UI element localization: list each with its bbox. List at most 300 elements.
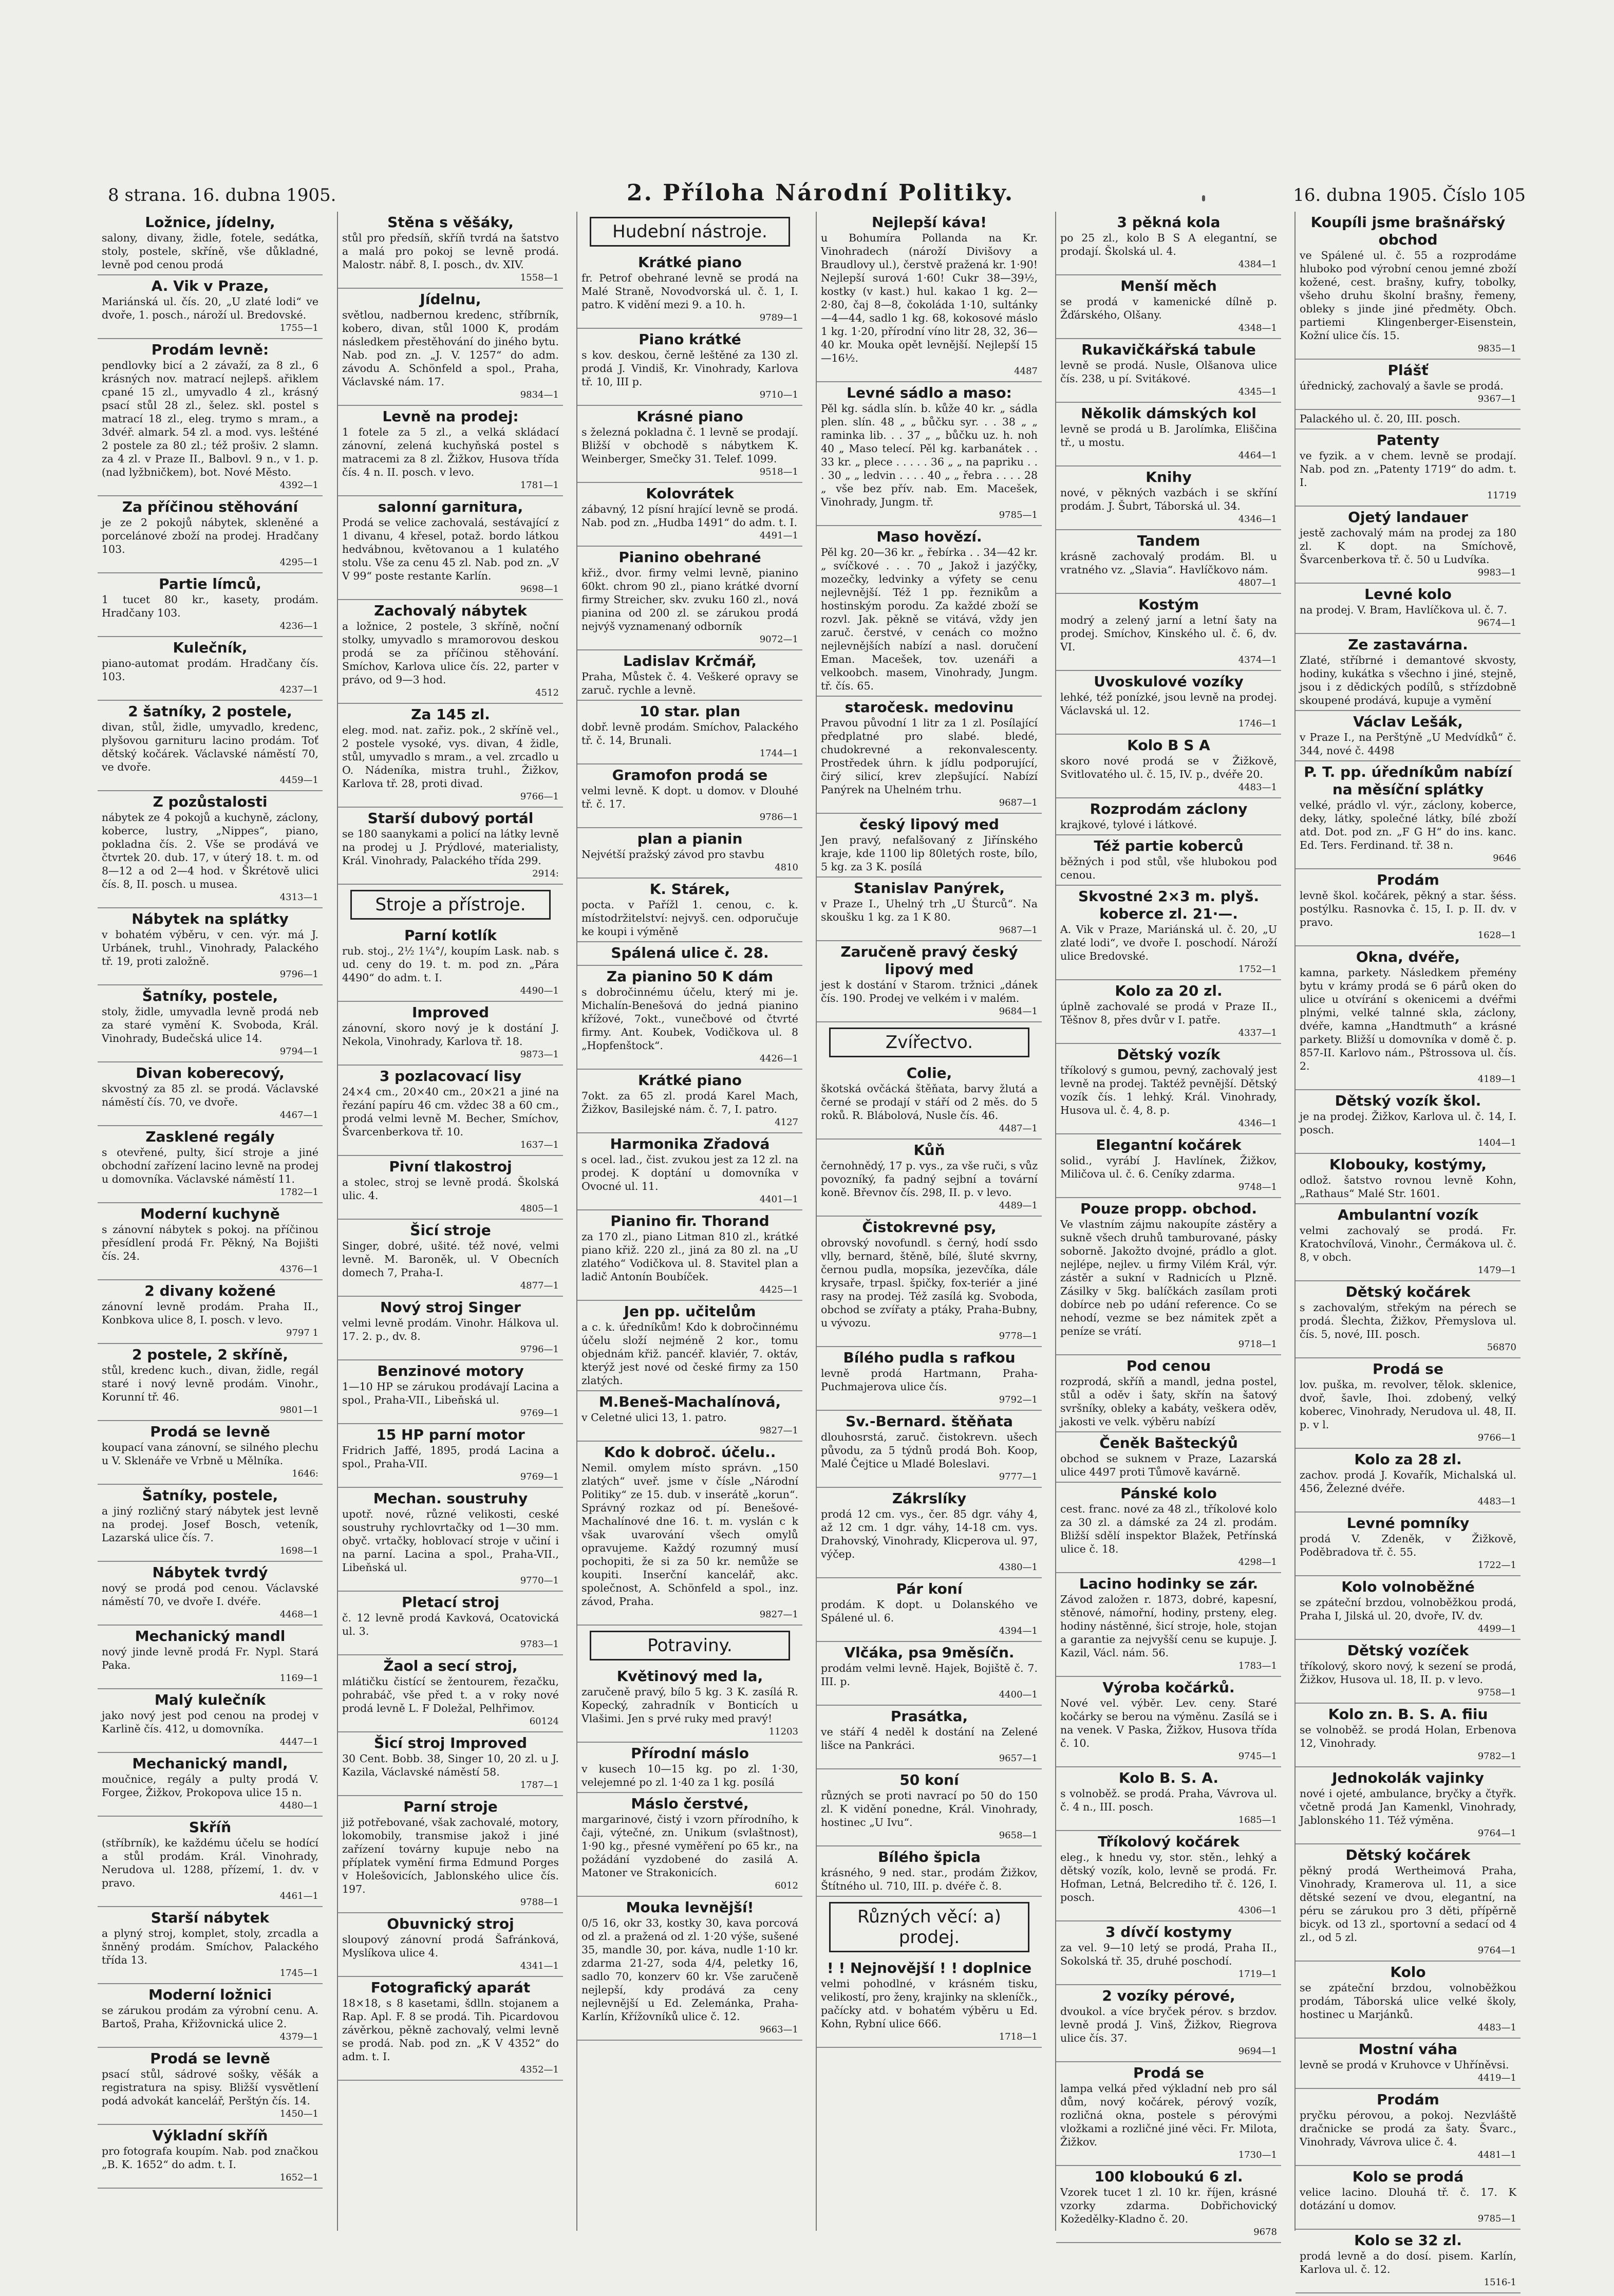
ad-title: Ložnice, jídelny,: [145, 214, 275, 231]
ad-number: 4189—1: [1477, 1074, 1516, 1085]
ad-body: za vel. 9—10 letý se prodá, Praha II., Sokolská tř. 35, druhé poschodí.: [1060, 1942, 1277, 1967]
ad-title: Několik dámských kol: [1081, 405, 1256, 422]
ad-number: 1698—1: [279, 1545, 318, 1556]
ad-number: 4295—1: [279, 557, 318, 568]
section-heading: Potraviny.: [590, 1631, 790, 1660]
ad-title: Tříkolový kočárek: [1098, 1833, 1240, 1850]
classified-ad: [98, 212, 323, 275]
ad-body: levně se prodá u B. Jarolímka, Eliščina tř., u mostu.: [1060, 423, 1277, 449]
ad-body: u Bohumíra Pollanda na Kr. Vinohradech (nároží Divišovy a Braudlovy ul.), čerstvě pražená kr. 1·90! Nejlepší surová 1·60! Cukr 38—39½, kostky (v kast.) hul. kakao 1 kg. 2—2·80, čaj 8—8, čokoláda 1·10, sultánky —4—44, sadlo 1 kg. 68, kokosové máslo 1 kg. 1·20, přírodní víno litr 28, 32, 36—40 kr. Mouka opět levnější. Nejlepší 15—16½.: [821, 232, 1038, 364]
ad-body: nový se prodá pod cenou. Václavské náměstí 70, ve dvoře I. dvéře.: [102, 1582, 318, 1608]
ad-title: Bílého pudla s rafkou: [843, 1349, 1016, 1366]
ad-title: Za příčinou stěhování: [122, 498, 298, 515]
ad-body: stoly, židle, umyvadla levně prodá neb za staré vymění K. Svoboda, Král. Vinohrady, Budečská ulice 14.: [102, 1005, 318, 1044]
ad-body: nové i ojeté, ambulance, bryčky a čtyřk. včetně prodá Jan Kamenkl, Vinohrady, Jablonského 11. Též výměna.: [1300, 1787, 1516, 1826]
ad-body: běžných i pod stůl, vše hlubokou pod cenou.: [1060, 855, 1277, 881]
classified-ad: [817, 526, 1042, 697]
ad-number: 4298—1: [1238, 1557, 1277, 1567]
ad-title: Výkladní skříň: [152, 2127, 268, 2144]
ad-number: 1755—1: [279, 323, 318, 333]
ad-title: Kdo k dobroč. účelu..: [604, 1444, 776, 1461]
header-title: 2. Příloha Národní Politiky.: [627, 180, 1015, 206]
ad-title: plan a pianin: [637, 830, 743, 847]
ad-body: za 170 zl., piano Litman 810 zl., krátké piano křiž. 220 zl., jiná za 80 zl. na „U zlatého“ Vodičkova ul. 8. Stavitel plan a ladič Antonín Boubíček.: [581, 1230, 798, 1283]
ad-title: Elegantní kočárek: [1096, 1136, 1242, 1153]
classified-ad: [338, 1488, 563, 1592]
classified-ad: [1056, 835, 1281, 886]
section-heading: Zvířectvo.: [829, 1028, 1029, 1057]
ad-body: se volnoběž. se prodá Holan, Erbenova 12, Vinohrady.: [1300, 1724, 1516, 1749]
ad-number: 9777—1: [999, 1471, 1038, 1482]
ad-title: Kulečník,: [173, 639, 248, 656]
classified-ad: [1296, 584, 1521, 634]
classified-ad: [1296, 1358, 1521, 1449]
ad-body: ve stáří 4 neděl k dostání na Zelené lišce na Pankráci.: [821, 1726, 1038, 1751]
ad-body: Nejvétší pražský závod pro stavbu: [581, 848, 765, 861]
ad-title: Plášť: [1387, 362, 1429, 379]
classified-ad: [1296, 1204, 1521, 1281]
ad-body: a jiný rozličný starý nábytek jest levně na prodej. Josef Bosch, veteník, Lazarská ulice čís. 7.: [102, 1505, 318, 1544]
ad-title: Nejlepší káva!: [871, 214, 987, 231]
ad-title: P. T. pp. úředníkům nabízí na měsíční splátky: [1304, 763, 1512, 798]
ad-number: 4379—1: [279, 2031, 318, 2042]
ad-body: černohnědý, 17 p. vys., za vše ruči, s vůz povozníký, fa padný sejbní a tovární koně. Břevnov čís. 298, II. p. v levo.: [821, 1160, 1038, 1199]
classified-ad: [1056, 980, 1281, 1044]
ad-body: Praha, Můstek č. 4. Veškeré opravy se zaruč. rychle a levně.: [581, 670, 798, 696]
ad-number: 9764—1: [1477, 1828, 1516, 1839]
ad-number: 9758—1: [1477, 1687, 1516, 1698]
classified-ad: [577, 1793, 802, 1897]
classified-ad: [577, 1391, 802, 1442]
classified-ad: [1056, 1831, 1281, 1921]
ad-title: Mouka levnější!: [626, 1899, 754, 1916]
ad-body: křiž., dvor. firmy velmi levně, pianino 60kt. chrom 90 zl., piano krátké dvorní firmy Streicher, skv. zvuku 160 zl., nová pianina od 200 zl. se zárukou prodá nejvýš vyznamenaný odborník: [581, 567, 798, 632]
ad-number: 4384—1: [1238, 259, 1277, 270]
ad-title: 3 dívčí kostymy: [1105, 1924, 1232, 1940]
ad-title: Rukavičkářská tabule: [1081, 341, 1256, 358]
classified-ad: [338, 1732, 563, 1796]
ad-title: Patenty: [1376, 432, 1440, 449]
ad-title: 2 vozíky pérové,: [1102, 1987, 1235, 2004]
ad-number: 4489—1: [999, 1200, 1038, 1211]
ad-body: levně škol. kočárek, pěkný a star. šéss. postýlku. Rasnovka č. 15, I. p. II. dv. v pravo.: [1300, 889, 1516, 928]
ad-title: Kostým: [1138, 596, 1199, 613]
ad-body: velmi zachovalý se prodá. Fr. Kratochvílová, Vinohr., Čermákova ul. č. 8, v obch.: [1300, 1224, 1516, 1263]
ad-number: 1719—1: [1238, 1969, 1277, 1980]
ad-number: 9796—1: [279, 969, 318, 980]
ad-number: 4380—1: [999, 1562, 1038, 1573]
ad-number: 9769—1: [520, 1471, 559, 1482]
ad-number: 2914:: [532, 868, 559, 879]
ad-title: Zákrslíky: [892, 1490, 967, 1507]
ad-title: Krásné piano: [636, 408, 743, 425]
ad-body: zánovní levně prodám. Praha II., Konbkova ulice 8, I. posch. v levo.: [102, 1300, 318, 1326]
ad-number: 9788—1: [520, 1897, 559, 1908]
ad-number: 1782—1: [279, 1187, 318, 1198]
ad-body: se 180 saanykami a policí na látky levně na prodej u J. Prýdlové, materialisty, Král. Vinohrady, Palackého třída 299.: [342, 828, 559, 867]
classified-ad: [577, 329, 802, 406]
classified-ad: [817, 878, 1042, 941]
ad-title: Pianino obehrané: [618, 549, 761, 566]
ad-body: světlou, nadbernou kredenc, stříbrník, kobero, divan, stůl 1000 K, prodám následkem přestěhování do jiného bytu. Nab. pod zn. „J. V. 1257“ do adm. závodu A. Schönfeld a spol., Praha, Václavské nám. 17.: [342, 309, 559, 388]
ad-title: Dětský vozíček: [1347, 1642, 1469, 1659]
ad-body: ve fyzik. a v chem. levně se prodají. Nab. pod zn. „Patenty 1719“ do adm. t. I.: [1300, 450, 1516, 489]
ad-number: 9718—1: [1238, 1339, 1277, 1350]
ad-number: 9770—1: [520, 1575, 559, 1586]
classified-ad: [1056, 1573, 1281, 1677]
ad-body: Prodá se velice zachovalá, sestávající z 1 divanu, 4 křesel, potaž. bordo látkou hedvábnou, květovanou a 1 kulatého stolu. Vše za cenu 45 zl. Nab. pod zn. „V V 99“ poste restante Karlín.: [342, 516, 559, 582]
classified-ad: [817, 1217, 1042, 1347]
classified-ad: [1296, 212, 1521, 360]
classified-ad: [817, 1846, 1042, 1897]
ad-title: Mostní váha: [1358, 2041, 1458, 2058]
ad-title: Kolo za 20 zl.: [1115, 982, 1223, 999]
ad-body: 1—10 HP se zárukou prodávají Lacina a spol., Praha-VII., Libeňská ul.: [342, 1380, 559, 1406]
ad-title: Maso hovězí.: [876, 528, 982, 545]
ad-body: lehké, též ponízké, jsou levně na prodej. Václavská ul. 12.: [1060, 691, 1277, 717]
classified-ad: [1056, 735, 1281, 798]
ad-title: Pánské kolo: [1120, 1485, 1217, 1502]
classified-ad: [98, 1485, 323, 1562]
ad-body: stůl pro předsíň, skříň tvrdá na šatstvo a malá pro pokoj se levně prodá. Malostr. nábř. 8, I. posch., dv. XIV.: [342, 232, 559, 271]
ad-title: 3 pěkná kola: [1117, 214, 1221, 231]
classified-ad: [1296, 507, 1521, 584]
ad-title: Prodá se levně: [150, 1423, 270, 1440]
classified-ad: [1056, 466, 1281, 530]
ad-title: Knihy: [1146, 469, 1192, 486]
ad-number: 9072—1: [759, 634, 798, 645]
classified-ad: [98, 1203, 323, 1280]
ad-title: Ambulantní vozík: [1338, 1206, 1478, 1223]
ad-number: 4426—1: [759, 1053, 798, 1064]
ad-body: pryčku pérovou, a pokoj. Nezvláště dračnicke se prodá za šaty. Švarc., Vinohrady, Vávrova ulice č. 4.: [1300, 2109, 1516, 2148]
classified-ad: [98, 496, 323, 573]
ad-title: Levně na prodej:: [382, 408, 519, 425]
ad-number: 9778—1: [999, 1331, 1038, 1341]
ad-body: Nové vel. výběr. Lev. ceny. Staré kočárky se berou na výměnu. Zasílá se i na venek. V Paska, Žižkov, Husova třída č. 10.: [1060, 1697, 1277, 1749]
classified-ad: [98, 1562, 323, 1626]
classified-ad: [817, 941, 1042, 1022]
ad-body: obrovský novofundl. s černý, hodí ssdo vlly, bernard, štěně, bílé, šluté skvrny, černou pudla, mopsíka, jezevčíka, dále krysaře, trpasl. špičky, fox-teriér a jiné rasy na prodej. Též zasílá kg. Svoboda, obchod se zvířaty a ptáky, Praha-Bubny, u vývozu.: [821, 1237, 1038, 1329]
ad-body: s zachovalým, střekým na pérech se prodá. Šlechta, Žižkov, Přemyslova ul. čís. 5, nové, III. posch.: [1300, 1301, 1516, 1340]
ad-number: 11719: [1487, 490, 1516, 501]
ad-title: Pouze propp. obchod.: [1080, 1200, 1257, 1217]
ad-body: eleg. mod. nat. zařiz. pok., 2 skříně vel., 2 postele vysoké, vys. divan, 4 židle, stůl, umyvadlo s mram., a vel. zrcadlo u O. Nádeníka, mistra truhl., Žižkov, Karlova tř. 28, proti divad.: [342, 724, 559, 790]
ad-body: lov. puška, m. revolver, tělok. sklenice, dvoř, šavle, Ihoi. zdobený, velký koberec, Vinohrady, Nerudova ul. 48, II. p. v l.: [1300, 1378, 1516, 1431]
ad-number: 1404—1: [1477, 1137, 1516, 1148]
ad-number: 4461—1: [279, 1891, 318, 1901]
classified-ad: [98, 1626, 323, 1689]
classified-ad: [338, 406, 563, 496]
ad-title: Benzinové motory: [377, 1362, 524, 1379]
ad-body: po 25 zl., kolo B S A elegantní, se prodají. Školská ul. 4.: [1060, 232, 1277, 257]
ad-number: 9694—1: [1238, 2046, 1277, 2057]
ad-body: 18×18, s 8 kasetami, šdlln. stojanem a Rap. Apl. F. 8 se prodá. Tih. Picardovou závěrkou, pěkně zachovalý, velmi levně se prodá. Nab. pod zn. „K V 4352“ do adm. t. I.: [342, 1997, 559, 2063]
ad-body: Pěl kg. sádla slín. b. kůže 40 kr. „ sádla plen. slín. 48 „ „ bůčku syr. . . 38 „ „ raminka lib. . . 37 „ „ bůčku uz. h. noh 40 „ Maso telecí. Pěl kg. karbanátek . . 33 kr. „ plece . . . . . 36 „ „ na papriku . . . 30 „ „ ledvin . . . . 40 „ „ řebra . . . . 28 „ vše bez přív. nab. Em. Macešek, Vinohrady, Jungm. tř.: [821, 402, 1038, 508]
ad-body: levně se prodá. Nusle, Olšanova ulice čís. 238, u pí. Svitákové.: [1060, 359, 1277, 385]
classified-ad: [577, 547, 802, 650]
ad-number: 4467—1: [279, 1110, 318, 1121]
classified-ad: [98, 1344, 323, 1421]
ad-title: Prasátka,: [890, 1708, 968, 1725]
ad-number: 4401—1: [759, 1194, 798, 1205]
ad-number: 4345—1: [1238, 386, 1277, 397]
ad-title: Kolo volnoběžné: [1341, 1578, 1475, 1595]
ad-title: Pod cenou: [1126, 1357, 1211, 1374]
ad-title: Skvostné 2×3 m. plyš. koberce zl. 21·—.: [1078, 888, 1259, 922]
ad-number: 4348—1: [1238, 323, 1277, 333]
classified-ad: [98, 985, 323, 1062]
classified-ad: [338, 496, 563, 600]
ad-title: Okna, dvéře,: [1356, 948, 1460, 965]
ad-body: se zárukou prodám za výrobní cenu. A. Bartoš, Praha, Křižovnická ulice 2.: [102, 2004, 318, 2030]
classified-ad: [577, 1442, 802, 1626]
ad-title: Nábytek na splátky: [132, 910, 289, 927]
ad-title: A. Vik v Praze,: [151, 277, 269, 294]
ad-body: 30 Cent. Bobb. 38, Singer 10, 20 zl. u J. Kazila, Václavské náměstí 58.: [342, 1752, 559, 1778]
classified-ad: [1056, 1044, 1281, 1134]
ad-title: Levné kolo: [1364, 586, 1452, 603]
ad-title: 15 HP parní motor: [376, 1426, 525, 1443]
ad-number: 1516-1: [1484, 2277, 1516, 2288]
ad-body: cest. franc. nové za 48 zl., tříkolové kolo za 30 zl. a dámské za 24 zl. prodám. Bližší sdělí inspektor Blažek, Petřínská ulice č. 18.: [1060, 1503, 1277, 1555]
ad-number: 4491—1: [759, 530, 798, 541]
classified-ad: [338, 1297, 563, 1360]
ad-number: 1637—1: [520, 1140, 559, 1150]
ad-number: 9873—1: [520, 1049, 559, 1060]
ad-title: Obuvnický stroj: [387, 1915, 514, 1932]
ad-title: Přírodní máslo: [631, 1745, 749, 1762]
ad-title: Piano krátké: [639, 331, 741, 348]
ad-number: 60124: [529, 1716, 559, 1727]
classified-ad: [1056, 1432, 1281, 1483]
ad-body: A. Vik v Praze, Mariánská ul. č. 20, „U zlaté lodi“, ve dvoře I. poschodí. Nároží ulice Bredovské.: [1060, 923, 1277, 962]
ad-number: 9748—1: [1238, 1182, 1277, 1192]
classified-ad: [1056, 403, 1281, 466]
ad-body: Palackého ul. č. 20, III. posch.: [1300, 413, 1460, 425]
ad-body: Jen pravý, nefalšovaný z Jiřínského kraje, kde 1100 lip 80letých roste, bílo, 5 kg. za 3 K. posílá: [821, 834, 1038, 873]
ad-number: 4512: [535, 687, 559, 698]
column-2: [337, 212, 563, 2231]
classified-ad: [1056, 1921, 1281, 1985]
ad-number: 1652—1: [279, 2172, 318, 2183]
classified-ad: [98, 1907, 323, 1984]
ink-speck: [1202, 195, 1205, 201]
ad-number: 9783—1: [520, 1639, 559, 1650]
ad-title: Jídelnu,: [420, 291, 481, 308]
ad-body: velmi pohodlné, v krásném tisku, velikostí, pro ženy, krajinky na skleníčk., pačícky atd. v bohatém výběru u Ed. Kohn, Rybní ulice 666.: [821, 1977, 1038, 2030]
ad-body: Mariánská ul. čís. 20, „U zlaté lodi“ ve dvoře, 1. posch., nároží ul. Bredovské.: [102, 295, 318, 321]
ad-number: 1479—1: [1477, 1265, 1516, 1276]
classified-ad: [1056, 594, 1281, 671]
ad-body: solid., vyrábí J. Havlínek, Žižkov, Miličova ul. č. 6. Ceníky zdarma.: [1060, 1154, 1277, 1180]
ad-body: jestě zachovalý mám na prodej za 180 zl. K dopt. na Smíchově, Švarcenberkova tř. č. 50 u Ludvíka.: [1300, 527, 1516, 566]
ad-number: 4464—1: [1238, 450, 1277, 461]
ad-number: 4127: [775, 1117, 798, 1128]
ad-number: 4376—1: [279, 1264, 318, 1275]
ad-number: 4346—1: [1238, 1118, 1277, 1129]
classified-ad: [1056, 671, 1281, 735]
page-header: [108, 175, 1526, 211]
ad-body: velmi levně prodám. Vinohr. Hálkova ul. 17. 2. p., dv. 8.: [342, 1317, 559, 1342]
classified-ad: [1296, 1513, 1521, 1576]
ad-title: Parní kotlík: [404, 927, 497, 944]
classified-ad: [98, 1062, 323, 1126]
ad-body: prodám. K dopt. u Dolanského ve Spálené ul. 6.: [821, 1598, 1038, 1624]
ad-body: Zlaté, stříbrné i demantové skvosty, hodiny, kukátka s všechno i jiné, stejně, jsou i z dědických podílů, s střízdobně skoupené prodává, kupuje a vymění: [1300, 654, 1516, 706]
ad-title: Za pianino 50 K dám: [606, 968, 774, 985]
classified-ad: [817, 212, 1042, 382]
ad-body: dlouhosrstá, zaruč. čistokrevn. ušech původu, za 5 týdnů prodá Boh. Koop, Malé Čejtice u Mladé Boleslavi.: [821, 1431, 1038, 1470]
ad-body: velmi levně. K dopt. u domov. v Dlouhé tř. č. 17.: [581, 785, 798, 810]
ad-body: 24×4 cm., 20×40 cm., 20×21 a jiné na řezání papíru 46 cm. vždec 38 a 60 cm., prodá velmi levně M. Becher, Smíchov, Švarcenberkova tř. 10.: [342, 1086, 559, 1138]
ad-body: tříkolový s gumou, pevný, zachovalý jest levně na prodej. Taktéž pevnější. Dětský vozík čís. 1 lehký. Král. Vinohrady, Husova ul. č. 4, 8. p.: [1060, 1064, 1277, 1116]
classified-ad: [1296, 1767, 1521, 1844]
classified-ad: [1296, 410, 1521, 430]
classified-ad: [338, 1977, 563, 2081]
classified-ad: [1296, 1962, 1521, 2039]
ad-title: Kolo se prodá: [1352, 2168, 1464, 2185]
classified-ad: [1056, 1985, 1281, 2062]
ad-number: 9796—1: [520, 1344, 559, 1355]
ad-number: 1685—1: [1238, 1815, 1277, 1825]
ad-title: Moderní kuchyně: [140, 1205, 280, 1222]
classified-ad: [1296, 1704, 1521, 1767]
ad-title: Zasklené regály: [145, 1128, 275, 1145]
ad-number: 1730—1: [1238, 2150, 1277, 2160]
ad-title: Kolo zn. B. S. A. fiiu: [1328, 1706, 1488, 1723]
ad-title: Pianino fir. Thorand: [610, 1212, 770, 1229]
ad-number: 4480—1: [279, 1800, 318, 1811]
ad-title: Za 145 zl.: [411, 706, 490, 723]
classified-ad: [1056, 1483, 1281, 1573]
ad-number: 4394—1: [999, 1626, 1038, 1636]
ad-number: 4392—1: [279, 480, 318, 491]
ad-number: 9745—1: [1238, 1751, 1277, 1762]
ad-number: 11203: [768, 1726, 798, 1737]
ad-body: již potřebované, však zachovalé, motory, lokomobily, transmise jakož i jiné zařízení továrny kupuje nebo na příplatek vymění firma Edmund Porges v Holešovicích, Jablonského ulice čís. 197.: [342, 1816, 559, 1895]
ad-body: piano-automat prodám. Hradčany čís. 103.: [102, 657, 318, 683]
ad-title: Krátké piano: [637, 1072, 742, 1089]
ad-number: 4499—1: [1477, 1623, 1516, 1634]
header-issue: 16. dubna 1905. Číslo 105: [1293, 185, 1526, 206]
ad-body: s otevřené, pulty, šicí stroje a jiné obchodní zařízení lacino levně na prodej u domovníka. Václavské náměstí 11.: [102, 1146, 318, 1185]
classified-ad: [338, 1424, 563, 1488]
ad-body: sloupový zánovní prodá Šafránková, Myslíkova ulice 4.: [342, 1933, 559, 1959]
ad-title: Zaručeně pravý český lipový med: [840, 943, 1018, 978]
ad-title: salonní garnitura,: [378, 498, 523, 515]
ad-number: 9834—1: [520, 389, 559, 400]
classified-ad: [338, 1220, 563, 1297]
classified-ad: [1296, 1844, 1521, 1962]
ad-title: Stěna s věšáky,: [387, 214, 514, 231]
classified-ad: [577, 764, 802, 828]
ad-number: 4425—1: [759, 1284, 798, 1295]
newspaper-page: [98, 175, 1536, 2288]
classified-ad: [1296, 946, 1521, 1090]
classified-ad: [577, 828, 802, 879]
column-6: [1294, 212, 1521, 2288]
ad-title: Starší nábytek: [151, 1909, 270, 1926]
classified-ad: [1296, 2230, 1521, 2293]
classified-ad: [577, 1666, 802, 1743]
ad-number: 4400—1: [999, 1689, 1038, 1700]
ad-body: v kusech 10—15 kg. po zl. 1·30, velejemné po zl. 1·40 za 1 kg. posílá: [581, 1763, 798, 1788]
ad-number: 4487—1: [999, 1123, 1038, 1134]
ad-title: 10 star. plan: [639, 703, 741, 720]
ad-title: 2 postele, 2 skříně,: [132, 1346, 288, 1363]
ad-title: Mechan. soustruhy: [373, 1490, 528, 1507]
ad-body: jest k dostání v Starom. tržnici „dánek čís. 190. Prodej ve velkém i v malém.: [821, 979, 1038, 1004]
classified-ad: [1296, 2039, 1521, 2089]
ad-title: Levné pomníky: [1346, 1515, 1470, 1532]
ad-body: zánovní, skoro nový je k dostání J. Nekola, Vinohrady, Karlova tř. 18.: [342, 1022, 559, 1048]
classified-ad: [1296, 360, 1521, 410]
classified-ad: [338, 1156, 563, 1220]
ad-number: 1787—1: [520, 1780, 559, 1790]
ad-title: Prodám: [1377, 2091, 1439, 2108]
ad-title: 2 divany kožené: [144, 1282, 276, 1299]
classified-ad: [1056, 1134, 1281, 1198]
ad-number: 4487: [1014, 366, 1038, 377]
ad-body: prodám velmi levně. Hajek, Bojiště č. 7. III. p.: [821, 1662, 1038, 1688]
classified-ad: [577, 942, 802, 966]
ad-body: lampa velká před výkladní neb pro sál dům, nový kočárek, pérový vozík, rozličná okna, postele s pérovými vložkami a rozličné jiné věci. Fr. Milota, Žižkov.: [1060, 2082, 1277, 2148]
ad-title: Kolo: [1390, 1964, 1426, 1981]
ad-number: 9785—1: [999, 510, 1038, 520]
ad-body: s ocel. lad., čist. zvukou jest za 12 zl. na prodej. K doptání u domovníka v Ovocné ul. 11.: [581, 1153, 798, 1192]
ad-body: nové, v pěkných vazbách i se skříní prodám. J. Šubrt, Táborská ul. 34.: [1060, 487, 1277, 512]
classified-ad: [338, 1592, 563, 1655]
ad-body: nový jinde levně prodá Fr. Nypl. Stará Paka.: [102, 1646, 318, 1671]
column-4: [816, 212, 1042, 2231]
ad-number: 4810: [775, 862, 798, 873]
ad-number: 4483—1: [1238, 782, 1277, 793]
classified-ad: [1296, 2166, 1521, 2230]
ad-number: 9766—1: [520, 791, 559, 802]
classified-ad: [338, 1655, 563, 1732]
section-heading: Stroje a přístroje.: [350, 890, 551, 920]
classified-ad: [98, 1689, 323, 1753]
column-5: [1055, 212, 1281, 2237]
ad-body: modrý a zelený jarní a letní šaty na prodej. Smíchov, Kinského ul. č. 6, dv. VI.: [1060, 614, 1277, 653]
ad-title: Divan koberecový,: [136, 1065, 285, 1081]
ad-number: 9698—1: [520, 584, 559, 594]
classified-ad: [577, 966, 802, 1070]
ad-title: Bílého špicla: [878, 1849, 981, 1865]
ad-title: Parní stroje: [403, 1798, 498, 1815]
ad-title: 100 kloboukú 6 zl.: [1094, 2168, 1243, 2185]
ad-title: Čeněk Bašteckýů: [1099, 1434, 1238, 1451]
ad-body: pěkný prodá Wertheimová Praha, Vinohrady, Kramerova ul. 11, a sice dětské sezení ve dvou, elegantní, na péru se zárukou pro 3 děti, přípěrně bicyk. od 13 zl., sportovní a sedací od 4 zl., od 5 zl.: [1300, 1864, 1516, 1944]
ad-number: 4352—1: [520, 2064, 559, 2075]
classified-ad: [817, 1062, 1042, 1140]
ad-number: 9663—1: [759, 2024, 798, 2035]
ad-body: jako nový jest pod cenou na prodej v Karlině čís. 412, u domovníka.: [102, 1709, 318, 1735]
ad-number: 9518—1: [759, 466, 798, 477]
ad-number: 1752—1: [1238, 964, 1277, 975]
ad-body: a stolec, stroj se levně prodá. Školská ulic. 4.: [342, 1176, 559, 1202]
ad-title: M.Beneš-Machalínová,: [598, 1393, 781, 1410]
ad-body: Vzorek tucet 1 zl. 10 kr. říjen, krásné vzorky zdarma. Dobřichovický Kožedělky-Kladno č. 20.: [1060, 2186, 1277, 2225]
ad-title: Spálená ulice č. 28.: [611, 944, 769, 961]
classified-ad: [98, 701, 323, 791]
ad-title: Fotografický aparát: [370, 1979, 531, 1996]
ad-title: Sv.-Bernard. štěňata: [846, 1413, 1013, 1430]
ad-title: český lipový med: [859, 816, 999, 833]
ad-body: zaručeně pravý, bílo 5 kg. 3 K. zasílá R. Kopecký, zahradník v Bonticích u Vlašimi. Jen s prvé ruky med pravý!: [581, 1686, 798, 1725]
ad-body: ve Spálené ul. č. 55 a rozprodáme hluboko pod výrobní cenou jemné zboží kožené, cest. brašny, kufry, tobolky, všeho druhu školní brašny, řemeny, obleky s jinde jiné předměty. Obch. partiemi Klingenberger-Eisenstein, Kožní ulice čís. 15.: [1300, 249, 1516, 342]
